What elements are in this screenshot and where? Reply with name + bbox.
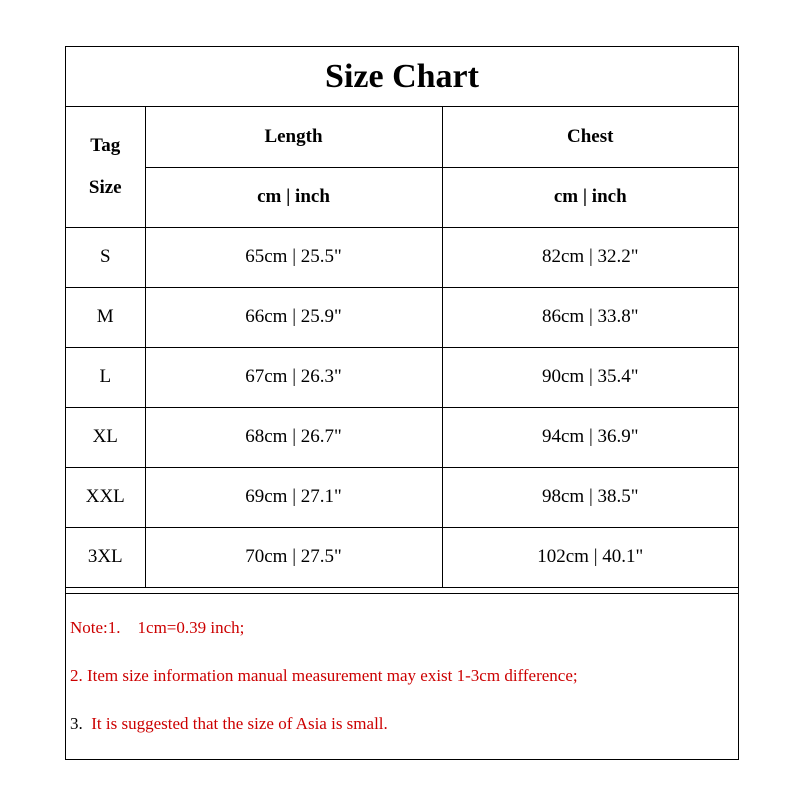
chest-unit-header: cm | inch bbox=[442, 167, 738, 227]
table-row bbox=[66, 227, 738, 287]
note-3-number: 3. bbox=[70, 714, 83, 733]
chest-header: Chest bbox=[442, 107, 738, 167]
chest-cell: 90cm | 35.4" bbox=[442, 347, 738, 407]
chest-cell: 102cm | 40.1" bbox=[442, 527, 738, 587]
table-row bbox=[66, 407, 738, 467]
table-row bbox=[66, 287, 738, 347]
tag-label: Tag bbox=[90, 134, 121, 156]
table-row bbox=[66, 347, 738, 407]
size-cell: XL bbox=[66, 407, 145, 467]
chest-cell: 98cm | 38.5" bbox=[442, 467, 738, 527]
length-cell: 65cm | 25.5" bbox=[145, 227, 442, 287]
length-cell: 70cm | 27.5" bbox=[145, 527, 442, 587]
header-row-top bbox=[66, 107, 738, 167]
length-header: Length bbox=[145, 107, 442, 167]
note-3-text: It is suggested that the size of Asia is small. bbox=[82, 714, 388, 733]
length-cell: 66cm | 25.9" bbox=[145, 287, 442, 347]
size-cell: 3XL bbox=[66, 527, 145, 587]
length-cell: 67cm | 26.3" bbox=[145, 347, 442, 407]
size-cell: M bbox=[66, 287, 145, 347]
header-row-units bbox=[66, 167, 738, 227]
chest-cell: 94cm | 36.9" bbox=[442, 407, 738, 467]
chest-cell: 86cm | 33.8" bbox=[442, 287, 738, 347]
size-table bbox=[66, 107, 738, 588]
chart-title: Size Chart bbox=[66, 47, 738, 107]
size-cell: L bbox=[66, 347, 145, 407]
chest-cell: 82cm | 32.2" bbox=[442, 227, 738, 287]
table-row bbox=[66, 467, 738, 527]
length-unit-header: cm | inch bbox=[145, 167, 442, 227]
note-3 bbox=[70, 714, 388, 734]
size-cell: XXL bbox=[66, 467, 145, 527]
size-cell: S bbox=[66, 227, 145, 287]
size-label: Size bbox=[88, 176, 122, 198]
note-2: 2. Item size information manual measurement may exist 1-3cm difference; bbox=[70, 666, 578, 685]
tag-size-header bbox=[66, 107, 145, 227]
length-cell: 68cm | 26.7" bbox=[145, 407, 442, 467]
length-cell: 69cm | 27.1" bbox=[145, 467, 442, 527]
notes-section bbox=[66, 593, 738, 759]
table-row bbox=[66, 527, 738, 587]
size-chart bbox=[65, 46, 739, 760]
note-1: Note:1. 1cm=0.39 inch; bbox=[70, 618, 245, 637]
